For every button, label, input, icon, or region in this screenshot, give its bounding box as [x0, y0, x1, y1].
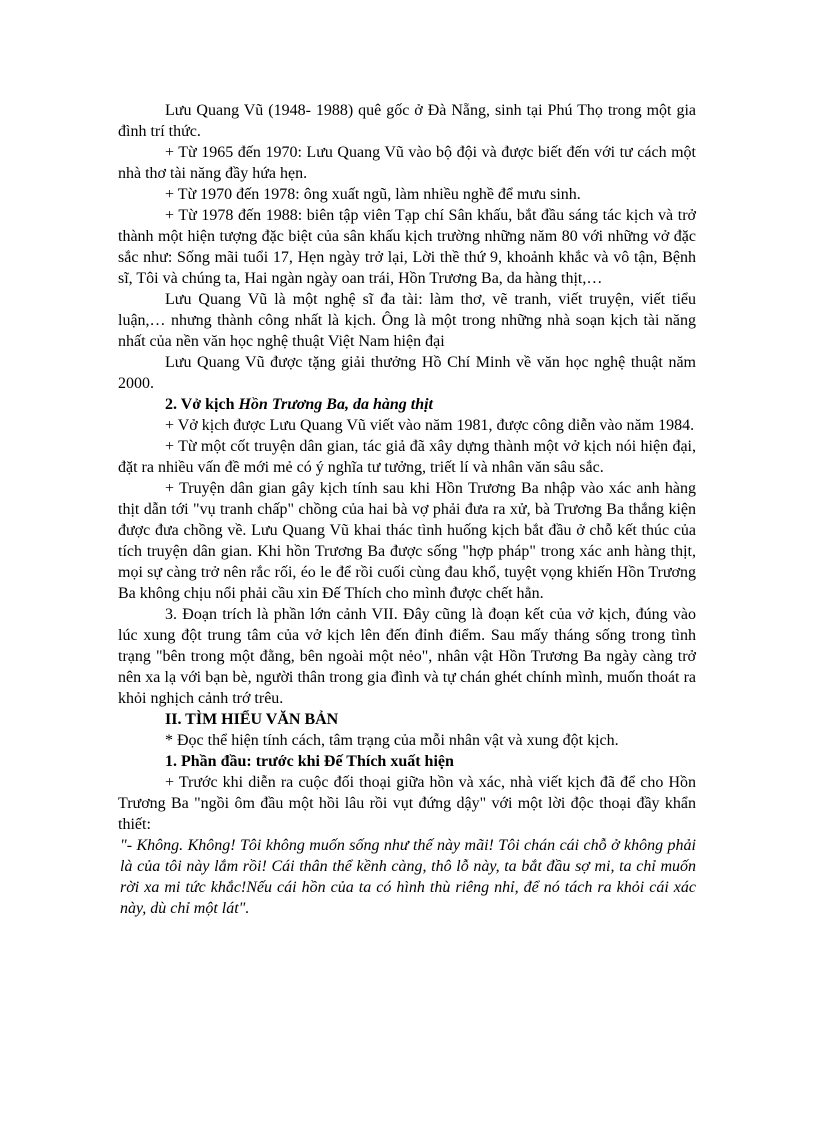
- heading-part1: 1. Phần đầu: trước khi Đế Thích xuất hiện: [165, 753, 454, 770]
- heading-play-prefix: 2. Vở kịch: [165, 396, 239, 413]
- paragraph-bio: Lưu Quang Vũ (1948- 1988) quê gốc ở Đà Nẵng, sinh tại Phú Thọ trong một gia đình trí thức.: [118, 102, 696, 140]
- paragraph-intro-ii: * Đọc thể hiện tính cách, tâm trạng của mỗi nhân vật và xung đột kịch.: [165, 732, 619, 749]
- paragraph-talent: Lưu Quang Vũ là một nghệ sĩ đa tài: làm thơ, vẽ tranh, viết truyện, viết tiểu luận,… nhưng thành công nhất là kịch. Ông là một trong những nhà soạn kịch tài năng nhất của nền văn học nghệ thuật Việt Nam hiện đại: [118, 291, 696, 350]
- paragraph-1970: + Từ 1970 đến 1978: ông xuất ngũ, làm nhiều nghề để mưu sinh.: [165, 186, 581, 203]
- paragraph-award: Lưu Quang Vũ được tặng giải thưởng Hồ Chí Minh về văn học nghệ thuật năm 2000.: [118, 354, 696, 392]
- paragraph-plot: + Từ một cốt truyện dân gian, tác giả đã xây dựng thành một vở kịch nói hiện đại, đặt ra nhiều vấn đề mới mẻ có ý nghĩa tư tưởng, triết lí và nhân văn sâu sắc.: [118, 438, 696, 476]
- document-page: [118, 100, 696, 919]
- heading-play-title: Hồn Trương Ba, da hàng thịt: [238, 396, 433, 413]
- heading-section-ii: II. TÌM HIỂU VĂN BẢN: [165, 711, 339, 728]
- paragraph-1978: + Từ 1978 đến 1988: biên tập viên Tạp chí Sân khấu, bắt đầu sáng tác kịch và trở thành một hiện tượng đặc biệt của sân khấu kịch trường những năm 80 với những vở đặc sắc như: Sống mãi tuổi 17, Hẹn ngày trở lại, Lời thề thứ 9, khoảnh khắc và vô tận, Bệnh sĩ, Tôi và chúng ta, Hai ngàn ngày oan trái, Hồn Trương Ba, da hàng thịt,…: [118, 207, 696, 287]
- paragraph-folk-tale: + Truyện dân gian gây kịch tính sau khi Hồn Trương Ba nhập vào xác anh hàng thịt dẫn tới "vụ tranh chấp" chồng của hai bà vợ phải đưa ra xử, bà Trương Ba thắng kiện được đưa chồng về. Lưu Quang Vũ khai thác tình huống kịch bắt đầu ở chỗ kết thúc của tích truyện dân gian. Khi hồn Trương Ba được sống "hợp pháp" trong xác anh hàng thịt, mọi sự càng trở nên rắc rối, éo le để rồi cuối cùng đau khổ, tuyệt vọng khiến Hồn Trương Ba không chịu nổi phải cầu xin Đế Thích cho mình được chết hẳn.: [118, 480, 696, 602]
- paragraph-written: + Vở kịch được Lưu Quang Vũ viết vào năm 1981, được công diễn vào năm 1984.: [165, 417, 695, 434]
- paragraph-1965: + Từ 1965 đến 1970: Lưu Quang Vũ vào bộ đội và được biết đến với tư cách một nhà thơ tài năng đầy hứa hẹn.: [118, 144, 696, 182]
- heading-play: [118, 394, 696, 415]
- paragraph-excerpt: 3. Đoạn trích là phần lớn cảnh VII. Đây cũng là đoạn kết của vở kịch, đúng vào lúc xung đột trung tâm của vở kịch lên đến đỉnh điểm. Sau mấy tháng sống trong tình trạng "bên trong một đằng, bên ngoài một nẻo", nhân vật Hồn Trương Ba ngày càng trở nên xa lạ với bạn bè, người thân trong gia đình và tự chán ghét chính mình, muốn thoát ra khỏi nghịch cảnh trớ trêu.: [118, 606, 696, 707]
- paragraph-part1: + Trước khi diễn ra cuộc đối thoại giữa hồn và xác, nhà viết kịch đã để cho Hồn Trương Ba "ngồi ôm đầu một hồi lâu rồi vụt đứng dậy" với một lời độc thoại đầy khẩn thiết:: [118, 774, 696, 833]
- quote-monologue: "- Không. Không! Tôi không muốn sống như thế này mãi! Tôi chán cái chỗ ở không phải là của tôi này lắm rồi! Cái thân thể kềnh càng, thô lỗ này, ta bắt đầu sợ mi, ta chỉ muốn rời xa mi tức khắc!Nếu cái hồn của ta có hình thù riêng nhỉ, để nó tách ra khỏi cái xác này, dù chỉ một lát".: [120, 837, 696, 917]
